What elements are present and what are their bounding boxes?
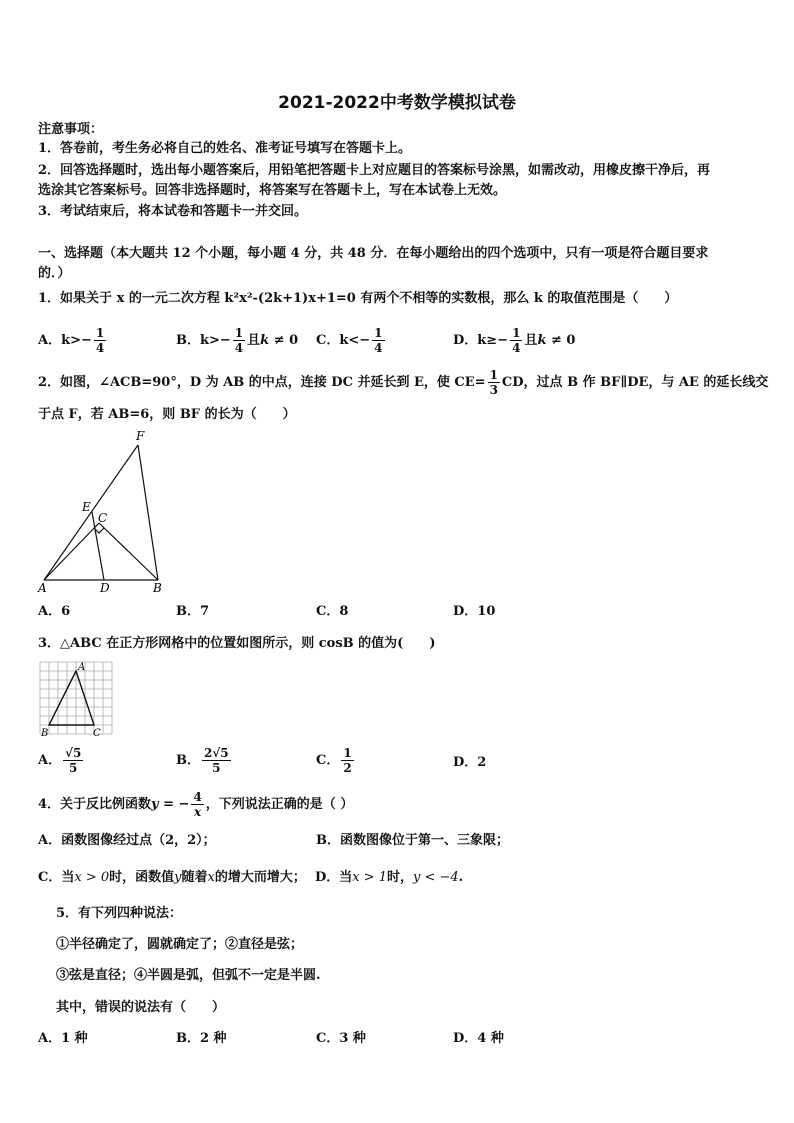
fraction: $\frac{1}{3}$ [489, 368, 498, 397]
q1-c-label: C．k<− [316, 333, 371, 348]
q3-option-d: D．2 [453, 755, 487, 770]
q1-option-a [38, 326, 108, 355]
q3-stem: 3．△ABC 在正方形网格中的位置如图所示，则 cosB 的值为( ) [38, 636, 436, 651]
label-c: C [98, 511, 108, 525]
fraction: $\frac{1}{4}$ [374, 326, 383, 355]
fraction: $\frac{1}{4}$ [95, 326, 105, 355]
q1-option-b: B．k>− $\frac{1}{4}$ 且k ≠ 0 [176, 326, 299, 355]
label-a: A [78, 662, 86, 673]
notice-item: 1．答卷前，考生务必将自己的姓名、准考证号填写在答题卡上。 [38, 141, 412, 156]
q2-option-c: C．8 [316, 604, 349, 619]
segment-fb [138, 445, 158, 580]
notice-item: 选涂其它答案标号。回答非选择题时，将答案写在答题卡上，写在本试卷上无效。 [38, 183, 507, 198]
q5-option-c: C．3 种 [316, 1031, 366, 1046]
label-b: B [153, 581, 162, 595]
q2-option-b: B．7 [176, 604, 210, 619]
segment-ac [44, 523, 99, 580]
q1-d-label: D．k≥− [453, 333, 509, 348]
q1-stem: 1．如果关于 x 的一元二次方程 k²x²-(2k+1)x+1=0 有两个不相等的实数根，那么 k 的取值范围是（ ） [38, 291, 678, 306]
q3-grid-figure [36, 658, 118, 740]
q2-option-d: D．10 [453, 604, 496, 619]
fraction: $\frac{1}{4}$ [234, 326, 244, 355]
q4-option-c-d: C．当x > 0时，函数值y随着x的增大而增大； D．当x > 1时，y < −4. [38, 870, 464, 885]
q2-triangle-figure [36, 428, 176, 598]
q1-option-d: D．k≥− $\frac{1}{4}$ 且k ≠ 0 [453, 326, 576, 355]
q5-option-b: B．2 种 [176, 1031, 227, 1046]
q5-option-a: A．1 种 [38, 1031, 88, 1046]
label-a: A [38, 581, 47, 595]
notice-item: 3．考试结束后，将本试卷和答题卡一并交回。 [38, 204, 308, 219]
q2-stem-line2: 于点 F，若 AB=6，则 BF 的长为（ ） [38, 407, 296, 422]
q3-option-b: B． $\frac{2√5}{5}$ [176, 746, 229, 775]
q2-stem-line1: 2．如图，∠ACB=90°，D 为 AB 的中点，连接 DC 并延长到 E，使 CE= $\frac{1}{3}$ CD，过点 B 作 BF∥DE，与 AE 的延长线交 [38, 368, 769, 397]
segment-af [44, 445, 138, 580]
label-c: C [93, 728, 101, 739]
section-heading-cont: 的．） [38, 266, 71, 281]
label-b: B [41, 728, 49, 739]
q5-option-d: D．4 种 [453, 1031, 504, 1046]
notice-heading: 注意事项： [38, 122, 104, 137]
label-f: F [136, 429, 145, 443]
q5-statement: ③弦是直径；④半圆是弧，但弧不一定是半圆. [56, 968, 321, 983]
fraction: $\frac{1}{2}$ [343, 746, 352, 775]
q3-option-a: A． $\frac{√5}{5}$ [38, 746, 82, 775]
segment-cb [99, 523, 158, 580]
q4-option-a: A．函数图像经过点（2，2）； [38, 833, 216, 848]
q4-stem: 4．关于反比例函数y = − $\frac{4}{x}$ ，下列说法正确的是（ ） [38, 790, 354, 819]
q1-option-c [316, 326, 387, 355]
q5-question: 其中，错误的说法有（ ） [56, 1000, 226, 1015]
fraction: $\frac{1}{4}$ [512, 326, 521, 355]
q2-option-a: A．6 [38, 604, 71, 619]
q5-stem: 5．有下列四种说法： [56, 906, 183, 921]
page-title: 2021-2022中考数学模拟试卷 [278, 93, 516, 113]
q3-option-c: C． $\frac{1}{2}$ [316, 746, 352, 775]
q1-b-label: B．k>− [176, 333, 231, 348]
fraction: $\frac{2√5}{5}$ [204, 746, 229, 775]
fraction: $\frac{4}{x}$ [193, 790, 202, 819]
label-e: E [82, 500, 91, 514]
q5-statement: ①半径确定了，圆就确定了；②直径是弦； [56, 937, 304, 952]
label-d: D [100, 581, 110, 595]
q4-option-b: B．函数图像位于第一、三象限； [316, 833, 509, 848]
q1-a-label: A．k>− [38, 333, 92, 348]
notice-item: 2．回答选择题时，选出每小题答案后，用铅笔把答题卡上对应题目的答案标号涂黑，如需改动，用橡皮擦干净后，再 [38, 163, 711, 178]
section-heading: 一、选择题（本大题共 12 个小题，每小题 4 分，共 48 分．在每小题给出的四个选项中，只有一项是符合题目要求 [38, 246, 709, 261]
fraction: $\frac{√5}{5}$ [65, 746, 82, 775]
